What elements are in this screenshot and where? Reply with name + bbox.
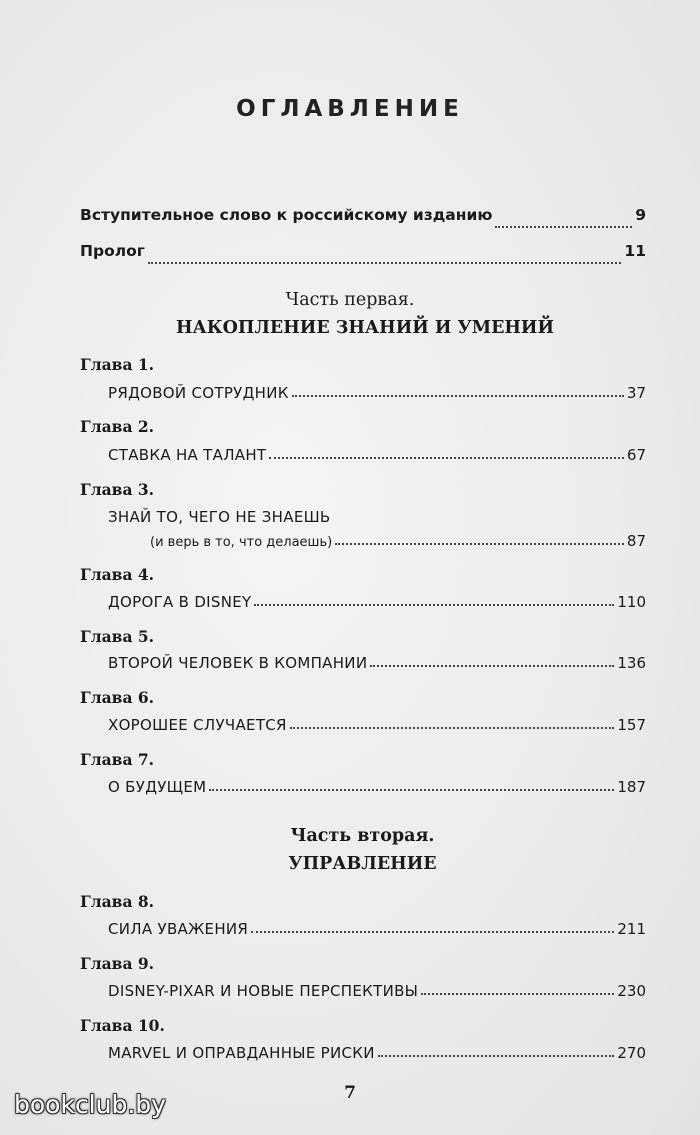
dot-leader [290,727,615,729]
toc-page-number: 37 [626,384,646,402]
toc-page-number: 211 [617,920,646,938]
toc-entry-label: Пролог [80,242,145,260]
dot-leader [378,1055,615,1057]
chapter-title: ВТОРОЙ ЧЕЛОВЕК В КОМПАНИИ [108,654,368,672]
part-subtitle: УПРАВЛЕНИЕ [288,854,437,874]
toc-entry-chapter-7[interactable] [108,778,646,796]
dot-leader [335,543,624,545]
dot-leader [421,993,614,995]
chapter-title: ЗНАЙ ТО, ЧЕГО НЕ ЗНАЕШЬ [108,508,331,526]
toc-entry-chapter-1[interactable] [108,384,646,402]
toc-entry-chapter-9[interactable] [108,982,646,1000]
chapter-title: СИЛА УВАЖЕНИЯ [108,920,249,938]
chapter-label: Глава 7. [80,750,155,769]
chapter-label: Глава 2. [80,417,155,436]
chapter-label: Глава 6. [80,688,155,707]
chapter-title: РЯДОВОЙ СОТРУДНИК [108,384,289,402]
toc-page-number: 157 [617,716,646,734]
toc-title: ОГЛАВЛЕНИЕ [236,96,464,122]
toc-entry-label: Вступительное слово к российскому изданию [80,206,493,224]
toc-entry-chapter-3[interactable] [150,532,646,550]
toc-entry-chapter-4[interactable] [108,593,646,611]
chapter-subtitle: (и верь в то, что делаешь) [150,535,333,550]
page-number: 7 [344,1083,356,1103]
toc-page-number: 110 [617,593,646,611]
part-title: Часть вторая. [290,826,435,846]
toc-page-number: 9 [635,206,646,224]
chapter-label: Глава 9. [80,954,155,973]
chapter-label: Глава 10. [80,1016,165,1035]
toc-entry-chapter-2[interactable] [108,446,646,464]
toc-entry-prologue[interactable] [80,242,646,270]
chapter-title: О БУДУЩЕМ [108,778,207,796]
toc-page-number: 87 [626,532,646,550]
dot-leader [251,931,614,933]
chapter-label: Глава 5. [80,627,155,646]
toc-page-number: 11 [624,242,646,260]
site-watermark: bookclub.by [14,1090,166,1119]
dot-leader [292,395,624,397]
toc-page-number: 67 [626,446,646,464]
dot-leader [370,665,614,667]
chapter-title: MARVEL И ОПРАВДАННЫЕ РИСКИ [108,1044,375,1062]
chapter-label: Глава 8. [80,892,155,911]
toc-page-number: 230 [617,982,646,1000]
dot-leader [209,789,614,791]
chapter-title: СТАВКА НА ТАЛАНТ [108,446,267,464]
toc-entry-chapter-6[interactable] [108,716,646,734]
dot-leader [148,262,622,264]
chapter-title: ДОРОГА В DISNEY [108,593,252,611]
toc-entry-chapter-8[interactable] [108,920,646,938]
chapter-label: Глава 4. [80,565,155,584]
toc-page-number: 136 [617,654,646,672]
toc-entry-chapter-5[interactable] [108,654,646,672]
part-title: Часть первая. [285,290,415,310]
dot-leader [254,604,614,606]
chapter-title: ХОРОШЕЕ СЛУЧАЕТСЯ [108,716,287,734]
toc-page-number: 187 [617,778,646,796]
toc-page-number: 270 [617,1044,646,1062]
toc-entry-intro[interactable] [80,206,646,234]
dot-leader [495,226,632,228]
dot-leader [269,457,624,459]
chapter-title: DISNEY-PIXAR И НОВЫЕ ПЕРСПЕКТИВЫ [108,982,419,1000]
toc-entry-chapter-10[interactable] [108,1044,646,1062]
chapter-label: Глава 3. [80,480,155,499]
part-subtitle: НАКОПЛЕНИЕ ЗНАНИЙ И УМЕНИЙ [175,318,555,338]
chapter-label: Глава 1. [80,355,155,374]
